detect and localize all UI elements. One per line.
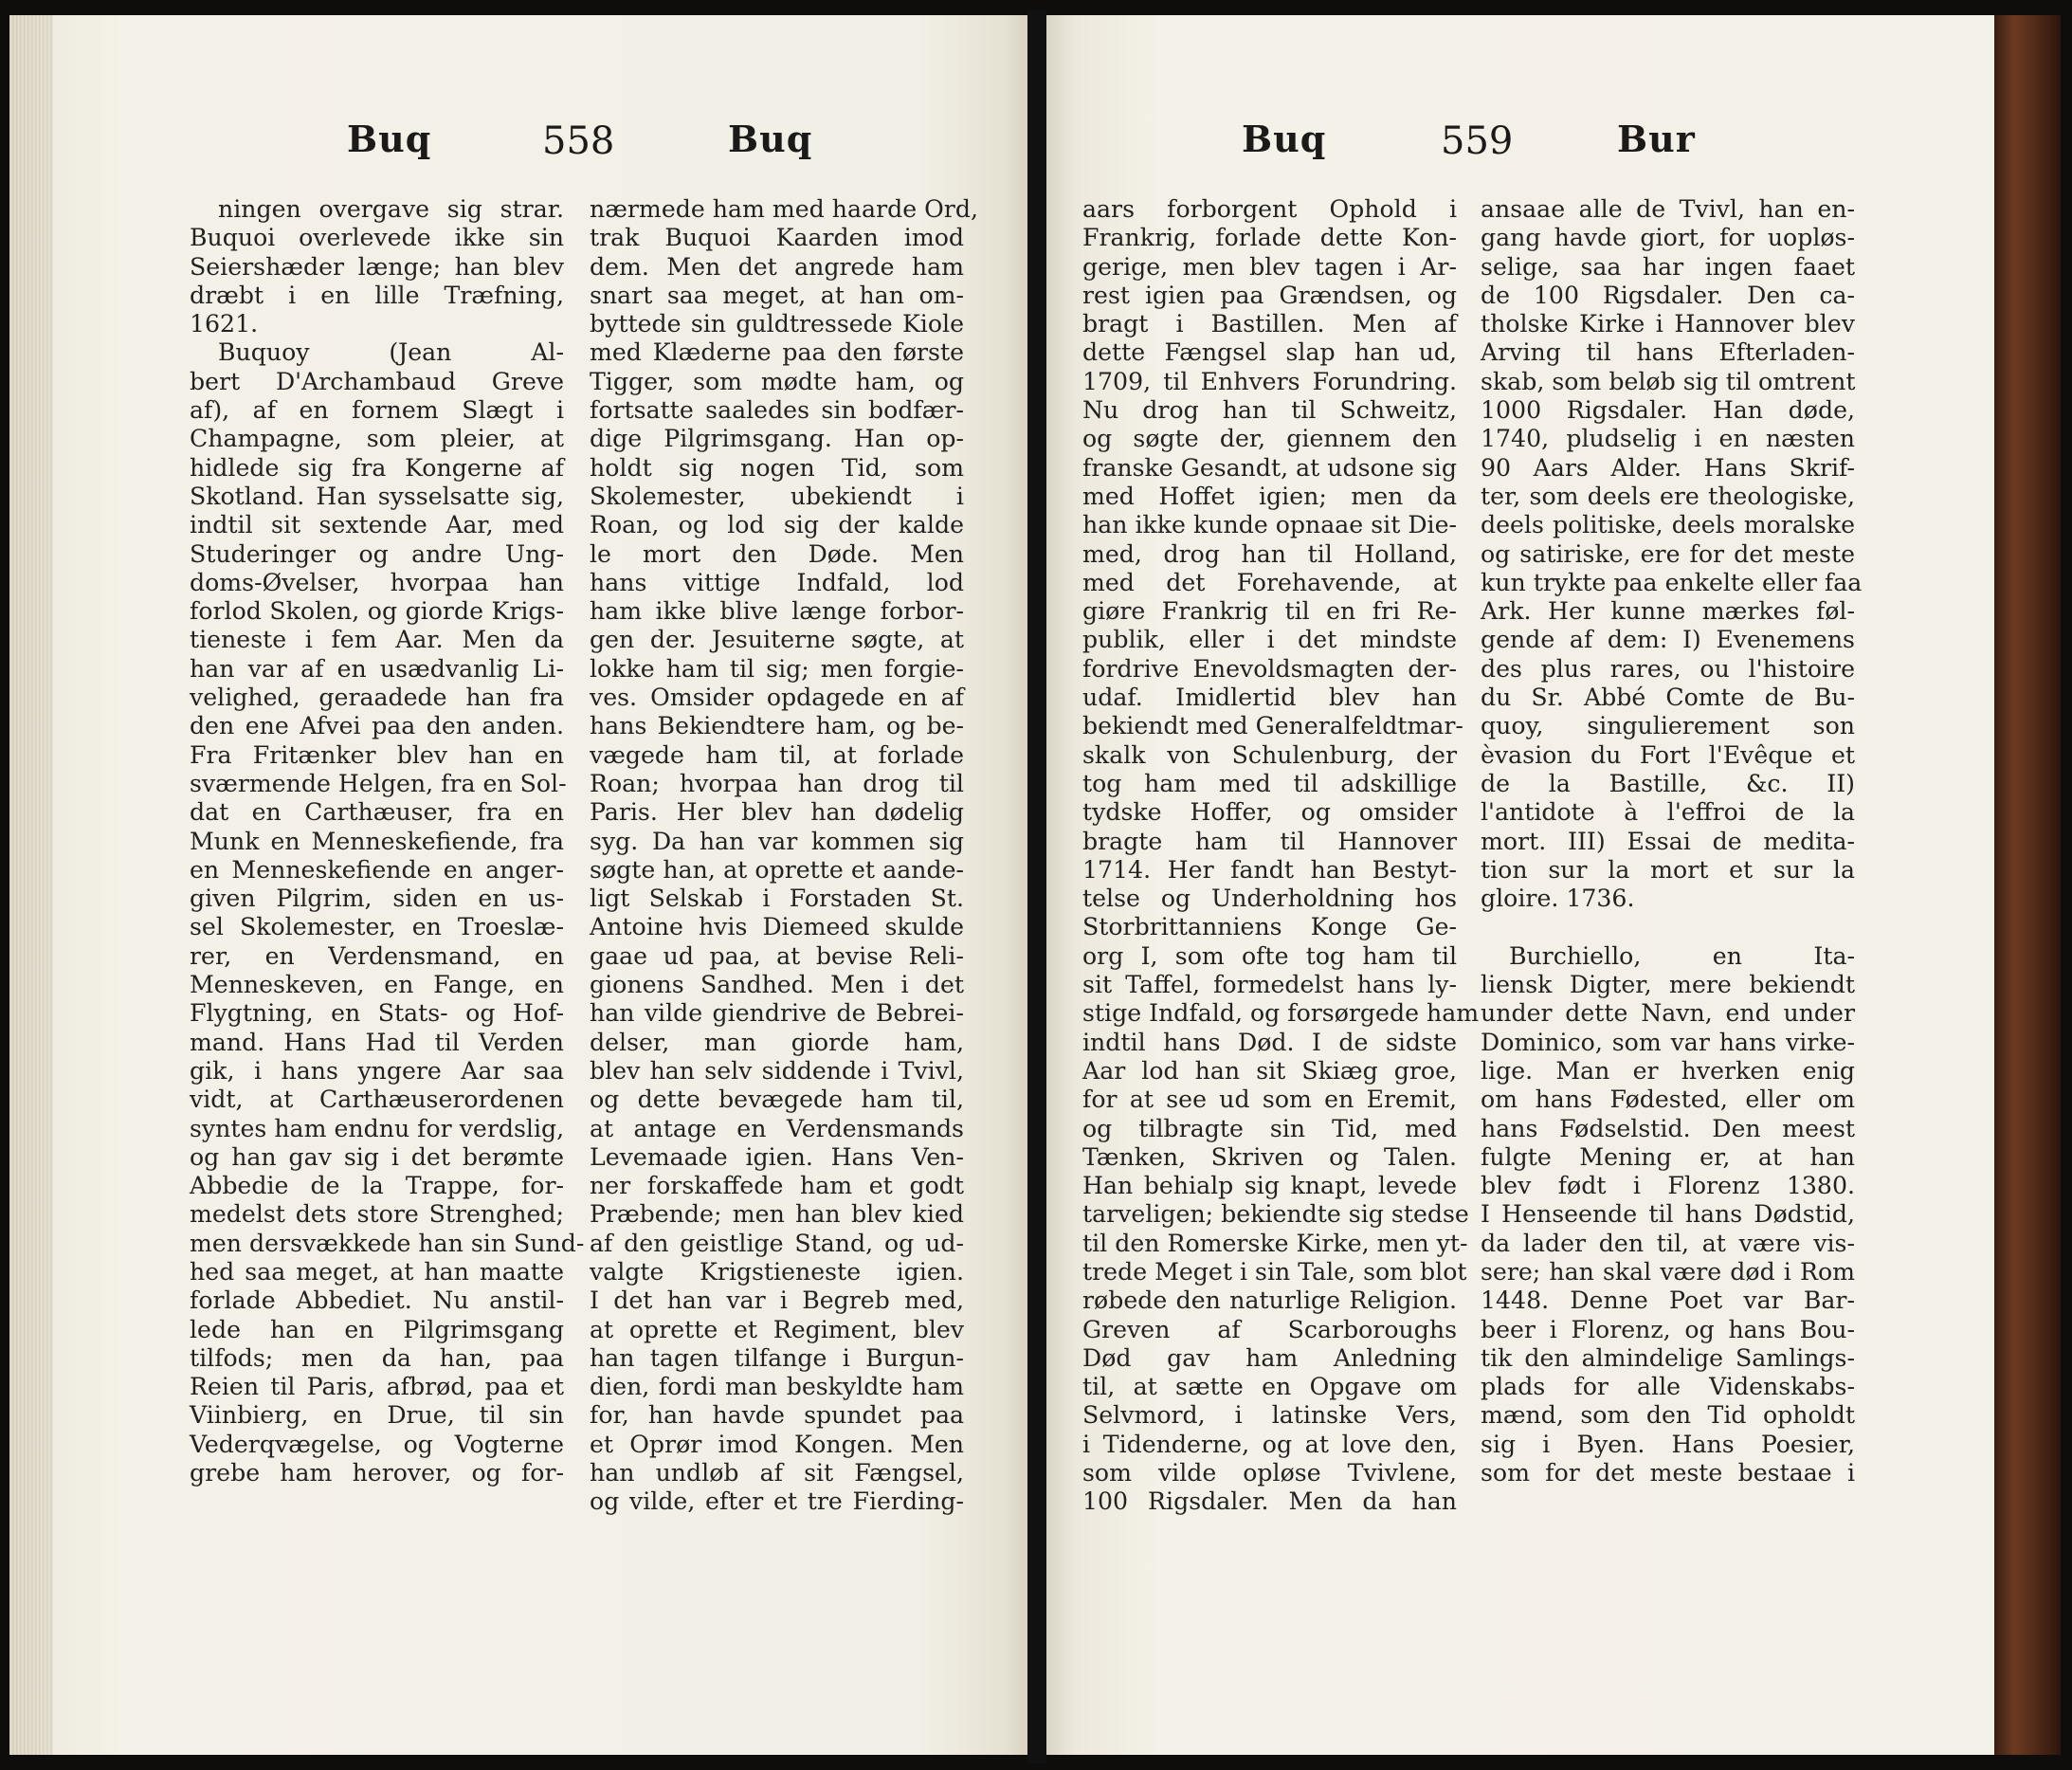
text-line: til, at sætte en Opgave om xyxy=(1082,1373,1457,1401)
text-line: ansaae alle de Tvivl, han en- xyxy=(1481,195,1855,223)
text-line: dem. Men det angrede ham xyxy=(590,252,964,281)
text-line: han var af en usædvanlig Li- xyxy=(190,654,564,683)
text-line: velighed, geraadede han fra xyxy=(190,684,564,712)
text-line: af), af en fornem Slægt i xyxy=(190,396,564,425)
text-line: l'antidote à l'effroi de la xyxy=(1481,798,1855,827)
text-line: stige Indfald, og forsørgede ham xyxy=(1082,999,1480,1028)
right-header-catchword-right: Bur xyxy=(1617,118,1696,160)
text-line: fordrive Enevoldsmagten der- xyxy=(1082,654,1457,683)
text-line: trede Meget i sin Tale, som blot xyxy=(1082,1257,1467,1286)
left-header-catchword-right: Buq xyxy=(728,118,813,160)
text-line: til den Romerske Kirke, men yt- xyxy=(1082,1229,1468,1257)
text-line: aars forborgent Ophold i xyxy=(1082,195,1457,223)
text-line: Flygtning, en Stats- og Hof- xyxy=(190,999,564,1028)
right-page-column-2 xyxy=(1481,195,1863,1487)
text-line: som vilde opløse Tvivlene, xyxy=(1082,1459,1457,1487)
text-line: èvasion du Fort l'Evêque et xyxy=(1481,740,1855,769)
left-page-number: 558 xyxy=(542,119,615,163)
text-line: plads for alle Videnskabs- xyxy=(1481,1373,1855,1401)
text-line: dette Fængsel slap han ud, xyxy=(1082,338,1457,367)
text-line: Burchiello, en Ita- xyxy=(1509,941,1855,970)
text-line: gionens Sandhed. Men i det xyxy=(590,971,964,999)
text-line: Død gav ham Anledning xyxy=(1082,1343,1457,1372)
text-line: le mort den Døde. Men xyxy=(590,539,964,568)
text-line: dige Pilgrimsgang. Han op- xyxy=(590,425,964,453)
text-line: rer, en Verdensmand, en xyxy=(190,941,564,970)
text-line: trak Buquoi Kaarden imod xyxy=(590,224,964,252)
page-edges xyxy=(9,15,53,1755)
text-line: han ikke kunde opnaae sit Die- xyxy=(1082,511,1457,539)
text-line: indtil hans Død. I de sidste xyxy=(1082,1028,1457,1056)
text-line: søgte han, at oprette et aande- xyxy=(590,855,964,884)
text-line: syg. Da han var kommen sig xyxy=(590,827,964,855)
text-line: de 100 Rigsdaler. Den ca- xyxy=(1481,281,1855,309)
text-line: at antage en Verdensmands xyxy=(590,1114,964,1142)
text-line: for at see ud som en Eremit, xyxy=(1082,1086,1457,1114)
text-line: skab, som beløb sig til omtrent xyxy=(1481,367,1856,395)
text-line: beer i Florenz, og hans Bou- xyxy=(1481,1315,1855,1343)
text-line: skalk von Schulenburg, der xyxy=(1082,740,1457,769)
text-line: mænd, som den Tid opholdt xyxy=(1481,1401,1855,1430)
text-line: dien, fordi man beskyldte ham xyxy=(590,1373,964,1401)
text-line: blev født i Florenz 1380. xyxy=(1481,1172,1855,1200)
text-line: gaae ud paa, at bevise Reli- xyxy=(590,941,964,970)
text-line: og tilbragte sin Tid, med xyxy=(1082,1114,1457,1142)
text-line: blev han selv siddende i Tvivl, xyxy=(590,1056,964,1085)
text-line: Selvmord, i latinske Vers, xyxy=(1082,1401,1457,1430)
text-line: ham ikke blive længe forbor- xyxy=(590,597,964,626)
text-line: 1448. Denne Poet var Bar- xyxy=(1481,1286,1855,1315)
text-line: gen der. Jesuiterne søgte, at xyxy=(590,626,964,654)
text-line: org I, som ofte tog ham til xyxy=(1082,941,1457,970)
text-line: Skotland. Han sysselsatte sig, xyxy=(190,482,564,510)
text-line: Buquoi overlevede ikke sin xyxy=(190,224,564,252)
text-line: i Tidenderne, og at love den, xyxy=(1082,1430,1457,1458)
text-line: rest igien paa Grændsen, og xyxy=(1082,281,1457,309)
text-line: Menneskeven, en Fange, en xyxy=(190,971,564,999)
right-page-column-1 xyxy=(1082,195,1480,1517)
text-line: røbede den naturlige Religion. xyxy=(1082,1286,1457,1315)
text-line: dat en Carthæuser, fra en xyxy=(190,798,564,827)
right-header-catchword-left: Buq xyxy=(1242,118,1327,160)
text-line: given Pilgrim, siden en us- xyxy=(190,885,564,913)
text-line: en Menneskefiende en anger- xyxy=(190,855,564,884)
text-line: 90 Aars Alder. Hans Skrif- xyxy=(1481,453,1855,482)
text-line: tieneste i fem Aar. Men da xyxy=(190,626,564,654)
text-line: og søgte der, giennem den xyxy=(1082,425,1457,453)
text-line: hidlede sig fra Kongerne af xyxy=(190,453,564,482)
text-line: for, han havde spundet paa xyxy=(590,1401,964,1430)
text-line: des plus rares, ou l'histoire xyxy=(1481,654,1855,683)
text-line: et Oprør imod Kongen. Men xyxy=(590,1430,964,1458)
text-line: Greven af Scarboroughs xyxy=(1082,1315,1457,1343)
text-line: bragt i Bastillen. Men af xyxy=(1082,310,1457,338)
text-line: 1000 Rigsdaler. Han døde, xyxy=(1481,396,1855,425)
text-line: selige, saa har ingen faaet xyxy=(1481,252,1855,281)
text-line: liensk Digter, mere bekiendt xyxy=(1481,971,1855,999)
text-line: Tænken, Skriven og Talen. xyxy=(1082,1142,1457,1171)
text-line: 1740, pludselig i en næsten xyxy=(1481,425,1855,453)
text-line: ligt Selskab i Forstaden St. xyxy=(590,885,964,913)
text-line: tydske Hoffer, og omsider xyxy=(1082,798,1457,827)
text-line: fortsatte saaledes sin bodfær- xyxy=(590,396,964,425)
text-line: den ene Afvei paa den anden. xyxy=(190,712,564,740)
text-line: 1714. Her fandt han Bestyt- xyxy=(1082,855,1457,884)
text-line: sit Taffel, formedelst hans ly- xyxy=(1082,971,1457,999)
text-line: publik, eller i det mindste xyxy=(1082,626,1457,654)
text-line: snart saa meget, at han om- xyxy=(590,281,964,309)
book-cover-edge xyxy=(1994,15,2061,1755)
text-line: holdt sig nogen Tid, som xyxy=(590,453,964,482)
text-line: franske Gesandt, at udsone sig xyxy=(1082,453,1457,482)
text-line: Viinbierg, en Drue, til sin xyxy=(190,1401,564,1430)
text-line: Dominico, som var hans virke- xyxy=(1481,1028,1855,1056)
text-line: Munk en Menneskefiende, fra xyxy=(190,827,564,855)
text-line: hans Bekiendtere ham, og be- xyxy=(590,712,964,740)
text-line: Arving til hans Efterladen- xyxy=(1481,338,1855,367)
right-page-number: 559 xyxy=(1441,119,1514,163)
text-line: ner forskaffede ham et godt xyxy=(590,1172,964,1200)
text-line: sere; han skal være død i Rom xyxy=(1481,1257,1855,1286)
text-line: delser, man giorde ham, xyxy=(590,1028,964,1056)
text-line: Aar lod han sit Skiæg groe, xyxy=(1082,1056,1457,1085)
text-line: forlod Skolen, og giorde Krigs- xyxy=(190,597,564,626)
text-line: medelst dets store Strenghed; xyxy=(190,1200,564,1229)
text-line: med Klæderne paa den første xyxy=(590,338,964,367)
text-line: indtil sit sextende Aar, med xyxy=(190,511,564,539)
text-line: Champagne, som pleier, at xyxy=(190,425,564,453)
text-line: doms-Øvelser, hvorpaa han xyxy=(190,568,564,596)
text-line: Ark. Her kunne mærkes føl- xyxy=(1481,597,1855,626)
text-line: Buquoy (Jean Al- xyxy=(218,338,564,367)
text-line: deels politiske, deels moralske xyxy=(1481,511,1855,539)
text-line: og dette bevægede ham til, xyxy=(590,1086,964,1114)
text-line: grebe ham herover, og for- xyxy=(190,1459,564,1487)
text-line: gende af dem: I) Evenemens xyxy=(1481,626,1855,654)
text-line: syntes ham endnu for verdslig, xyxy=(190,1114,565,1142)
text-line: Fra Fritænker blev han en xyxy=(190,740,564,769)
text-line: hans vittige Indfald, lod xyxy=(590,568,964,596)
text-line: de la Bastille, &c. II) xyxy=(1481,769,1855,797)
text-line: tarveligen; bekiendte sig stedse xyxy=(1082,1200,1469,1229)
book-gutter xyxy=(1027,9,1046,1763)
text-line: hans Fødselstid. Den meest xyxy=(1481,1114,1855,1142)
text-line: sig i Byen. Hans Poesier, xyxy=(1481,1430,1855,1458)
left-page-column-2 xyxy=(590,195,978,1517)
text-line: og vilde, efter et tre Fierding- xyxy=(590,1487,964,1516)
text-line: ningen overgave sig strar. xyxy=(218,195,564,223)
text-line: ves. Omsider opdagede en af xyxy=(590,684,964,712)
text-line: tik den almindelige Samlings- xyxy=(1481,1343,1855,1372)
text-line: fulgte Mening er, at han xyxy=(1481,1142,1855,1171)
text-line: 100 Rigsdaler. Men da han xyxy=(1082,1487,1457,1516)
text-line: bekiendt med Generalfeldtmar- xyxy=(1082,712,1463,740)
text-line: tilfods; men da han, paa xyxy=(190,1343,564,1372)
text-line: vægede ham til, at forlade xyxy=(590,740,964,769)
text-line: Roan, og lod sig der kalde xyxy=(590,511,964,539)
text-line: byttede sin guldtressede Kiole xyxy=(590,310,964,338)
text-line: Nu drog han til Schweitz, xyxy=(1082,396,1457,425)
text-line: telse og Underholdning hos xyxy=(1082,885,1457,913)
left-header-catchword-left: Buq xyxy=(347,118,432,160)
text-line: gloire. 1736. xyxy=(1481,885,1635,913)
text-line: quoy, singulierement son xyxy=(1481,712,1855,740)
text-line: mort. III) Essai de medita- xyxy=(1481,827,1855,855)
text-line: med det Forehavende, at xyxy=(1082,568,1457,596)
text-line: men dersvækkede han sin Sund- xyxy=(190,1229,585,1257)
text-line: I det han var i Begreb med, xyxy=(590,1286,964,1315)
text-line: som for det meste bestaae i xyxy=(1481,1459,1855,1487)
text-line: Studeringer og andre Ung- xyxy=(190,539,564,568)
text-line: I Henseende til hans Dødstid, xyxy=(1481,1200,1855,1229)
text-line: gerige, men blev tagen i Ar- xyxy=(1082,252,1457,281)
text-line: Abbedie de la Trappe, for- xyxy=(190,1172,564,1200)
text-line: ter, som deels ere theologiske, xyxy=(1481,482,1855,510)
text-line: Levemaade igien. Hans Ven- xyxy=(590,1142,964,1171)
text-line: sværmende Helgen, fra en Sol- xyxy=(190,769,567,797)
text-line: hed saa meget, at han maatte xyxy=(190,1257,564,1286)
text-line: 1621. xyxy=(190,310,259,338)
text-line: med Hoffet igien; men da xyxy=(1082,482,1457,510)
text-line: du Sr. Abbé Comte de Bu- xyxy=(1481,684,1855,712)
text-line: Roan; hvorpaa han drog til xyxy=(590,769,964,797)
text-line: sel Skolemester, en Troeslæ- xyxy=(190,913,564,941)
text-line: Antoine hvis Diemeed skulde xyxy=(590,913,964,941)
text-line: bragte ham til Hannover xyxy=(1082,827,1457,855)
text-line: forlade Abbediet. Nu anstil- xyxy=(190,1286,564,1315)
text-line xyxy=(1481,913,1855,941)
text-line: Vederqvægelse, og Vogterne xyxy=(190,1430,564,1458)
text-line: lige. Man er hverken enig xyxy=(1481,1056,1855,1085)
text-line: vidt, at Carthæuserordenen xyxy=(190,1086,564,1114)
text-line: han vilde giendrive de Bebrei- xyxy=(590,999,964,1028)
text-line: bert D'Archambaud Greve xyxy=(190,367,564,395)
text-line: Frankrig, forlade dette Kon- xyxy=(1082,224,1457,252)
text-line: Tigger, som mødte ham, og xyxy=(590,367,964,395)
text-line: han tagen tilfange i Burgun- xyxy=(590,1343,964,1372)
text-line: af den geistlige Stand, og ud- xyxy=(590,1229,964,1257)
text-line: han undløb af sit Fængsel, xyxy=(590,1459,964,1487)
text-line: tion sur la mort et sur la xyxy=(1481,855,1855,884)
text-line: dræbt i en lille Træfning, xyxy=(190,281,564,309)
text-line: om hans Fødested, eller om xyxy=(1481,1086,1855,1114)
text-line: med, drog han til Holland, xyxy=(1082,539,1457,568)
text-line: giøre Frankrig til en fri Re- xyxy=(1082,597,1457,626)
text-line: mand. Hans Had til Verden xyxy=(190,1028,564,1056)
text-line: gang havde giort, for uopløs- xyxy=(1481,224,1855,252)
text-line: Skolemester, ubekiendt i xyxy=(590,482,964,510)
text-line: lokke ham til sig; men forgie- xyxy=(590,654,964,683)
text-line: og satiriske, ere for det meste xyxy=(1481,539,1855,568)
text-line: Præbende; men han blev kied xyxy=(590,1200,964,1229)
text-line: 1709, til Enhvers Forundring. xyxy=(1082,367,1457,395)
text-line: at oprette et Regiment, blev xyxy=(590,1315,964,1343)
text-line: Storbrittanniens Konge Ge- xyxy=(1082,913,1457,941)
text-line: Paris. Her blev han dødelig xyxy=(590,798,964,827)
text-line: kun trykte paa enkelte eller faa xyxy=(1481,568,1863,596)
text-line: da lader den til, at være vis- xyxy=(1481,1229,1855,1257)
text-line: nærmede ham med haarde Ord, xyxy=(590,195,978,223)
text-line: udaf. Imidlertid blev han xyxy=(1082,684,1457,712)
text-line: valgte Krigstieneste igien. xyxy=(590,1257,964,1286)
text-line: gik, i hans yngere Aar saa xyxy=(190,1056,564,1085)
text-line: under dette Navn, end under xyxy=(1481,999,1855,1028)
text-line: tog ham med til adskillige xyxy=(1082,769,1457,797)
left-page-column-1 xyxy=(190,195,585,1487)
text-line: tholske Kirke i Hannover blev xyxy=(1481,310,1855,338)
text-line: Reien til Paris, afbrød, paa et xyxy=(190,1373,564,1401)
text-line: lede han en Pilgrimsgang xyxy=(190,1315,564,1343)
text-line: og han gav sig i det berømte xyxy=(190,1142,564,1171)
text-line: Seiershæder længe; han blev xyxy=(190,252,564,281)
text-line: Han behialp sig knapt, levede xyxy=(1082,1172,1457,1200)
